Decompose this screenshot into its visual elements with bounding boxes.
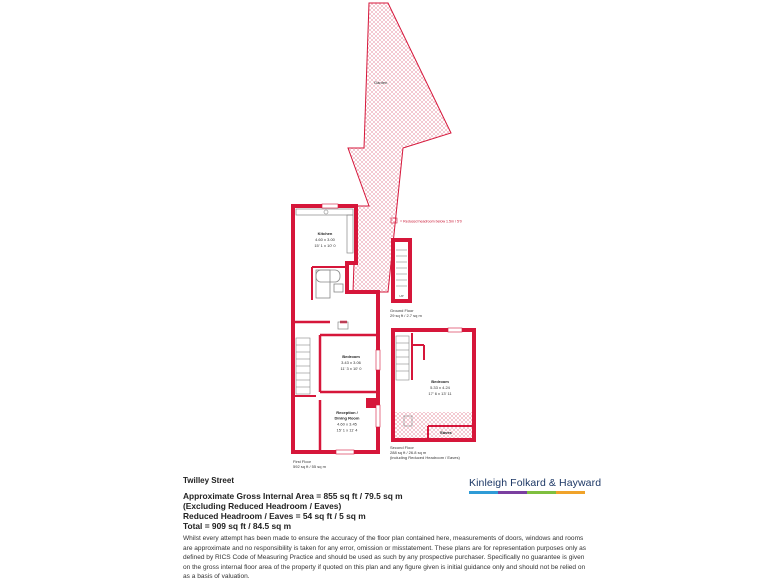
brand-color-bar [469, 491, 585, 494]
eaves-label: Eaves [440, 430, 452, 435]
brand-logo-text: Kinleigh Folkard & Hayward [469, 477, 602, 489]
bedroom1-name: Bedroom [342, 354, 360, 359]
brand-bar-segment [469, 491, 498, 494]
legend-text: = Reduced headroom below 1.5m / 5'0 [400, 219, 462, 224]
disclaimer-text: Whilst every attempt has been made to ensure the accuracy of the floor plan contained here, measurements of doors, windows and rooms are approximate and no responsibility is taken for any error, omission or misstatement. These plans are for representation purposes only as defined by RICS Code of Measuring Practice and should be used as such by any prospective purchaser. Specifically no guarantee is given on the gross internal floor area of the property if quoted on this plan and any figure given is initial guidance only and should not be relied on as a basis of valuation. [183, 535, 587, 580]
reception-dim-m: 4.60 x 3.45 [337, 421, 357, 427]
first-floor-name: First Floor [293, 459, 311, 464]
total-area-line: Total = 909 sq ft / 84.5 sq m [183, 521, 292, 531]
second-floor-plan [390, 328, 474, 460]
ground-floor-plan [390, 240, 422, 318]
bedroom1-dim-ft: 11' 3 x 10' 0 [340, 366, 362, 371]
second-floor-area: 288 sq ft / 26.8 sq m [390, 450, 427, 455]
reception-name-1: Reception / [336, 410, 358, 415]
legend-swatch [391, 218, 397, 223]
excluding-line: (Excluding Reduced Headroom / Eaves) [183, 501, 342, 511]
bedroom2-dim-m: 5.33 x 4.24 [430, 385, 450, 390]
bedroom2-dim-ft: 17' 6 x 13' 11 [428, 391, 452, 396]
reception-dim-ft: 15' 1 x 11' 4 [336, 427, 358, 433]
reception-name-2: Dining Room [334, 415, 360, 421]
ground-floor-name: Ground Floor [390, 308, 414, 313]
gross-area-line: Approximate Gross Internal Area = 855 sq ft / 79.5 sq m [183, 491, 403, 501]
brand-bar-segment [527, 491, 556, 494]
bedroom2-name: Bedroom [431, 379, 449, 384]
ground-floor-area: 29 sq ft / 2.7 sq m [390, 313, 422, 318]
bedroom1-dim-m: 3.43 x 3.06 [341, 360, 361, 365]
second-floor-note: (including Reduced Headroom / Eaves) [390, 455, 460, 460]
kitchen-name: Kitchen [317, 231, 333, 236]
brand-bar-segment [556, 491, 585, 494]
garden-label: Garden [374, 80, 388, 85]
brand-bar-segment [498, 491, 527, 494]
reduced-headroom-line: Reduced Headroom / Eaves = 54 sq ft / 5 sq m [183, 511, 366, 521]
street-name: Twilley Street [183, 476, 234, 485]
first-floor-area: 592 sq ft / 55 sq m [293, 464, 326, 469]
kitchen-dim-m: 4.60 x 3.00 [315, 237, 335, 242]
second-floor-name: Second Floor [390, 445, 414, 450]
kitchen-dim-ft: 15' 1 x 10' 0 [314, 243, 336, 248]
up-label: UP [399, 294, 404, 298]
